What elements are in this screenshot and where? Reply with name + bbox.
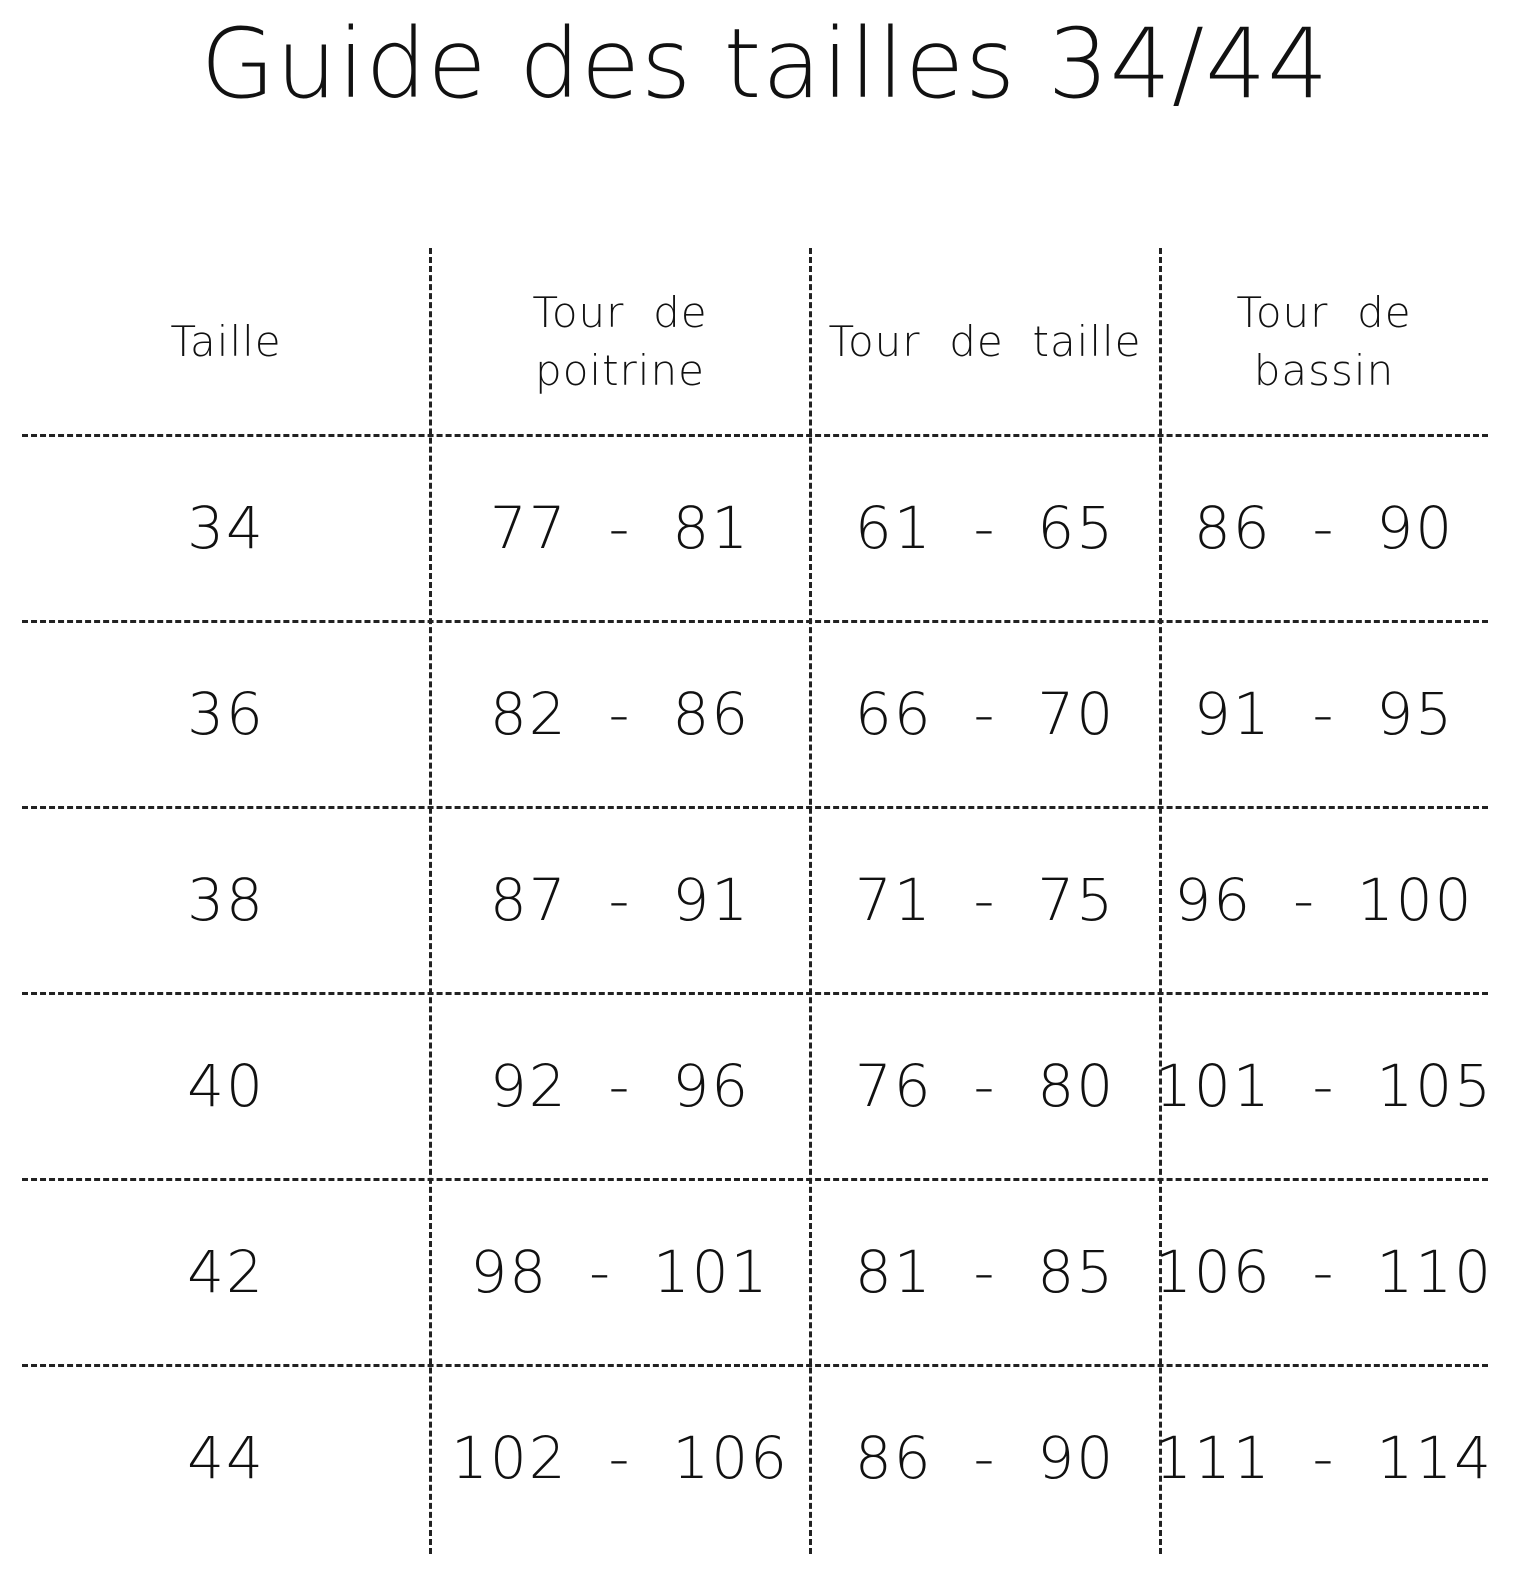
header-tour-de-taille [810, 248, 1160, 435]
header-taille [22, 248, 430, 435]
bust-range: 82 - 86 [489, 680, 751, 748]
hip-range: 86 - 90 [1193, 494, 1455, 562]
header-line: poitrine [535, 345, 705, 395]
waist-range: 61 - 65 [854, 494, 1116, 562]
header-line: Taille [170, 316, 282, 366]
page-title: Guide des tailles 34/44 [200, 8, 1330, 120]
waist-range: 71 - 75 [854, 866, 1116, 934]
waist-range: 81 - 85 [854, 1238, 1116, 1306]
size-value: 38 [187, 866, 265, 934]
hip-range: 96 - 100 [1174, 866, 1474, 934]
header-line: Tour de taille [828, 316, 1142, 366]
header-tour-de-poitrine [430, 248, 810, 435]
hip-range: 101 - 105 [1154, 1052, 1494, 1120]
bust-range: 102 - 106 [450, 1424, 790, 1492]
size-value: 44 [187, 1424, 265, 1492]
waist-range: 76 - 80 [854, 1052, 1116, 1120]
header-line: bassin [1253, 345, 1395, 395]
waist-range: 86 - 90 [854, 1424, 1116, 1492]
hip-range: 111 - 114 [1154, 1424, 1494, 1492]
header-tour-de-bassin [1160, 248, 1488, 435]
header-line: Tour de [1236, 287, 1412, 337]
bust-range: 77 - 81 [489, 494, 751, 562]
size-value: 42 [187, 1238, 265, 1306]
hip-range: 106 - 110 [1154, 1238, 1494, 1306]
size-table [22, 248, 1494, 1554]
bust-range: 92 - 96 [489, 1052, 751, 1120]
size-value: 40 [187, 1052, 265, 1120]
hip-range: 91 - 95 [1193, 680, 1455, 748]
waist-range: 66 - 70 [854, 680, 1116, 748]
bust-range: 87 - 91 [489, 866, 751, 934]
bust-range: 98 - 101 [470, 1238, 770, 1306]
size-value: 34 [187, 494, 265, 562]
header-line: Tour de [532, 287, 708, 337]
size-value: 36 [187, 680, 265, 748]
